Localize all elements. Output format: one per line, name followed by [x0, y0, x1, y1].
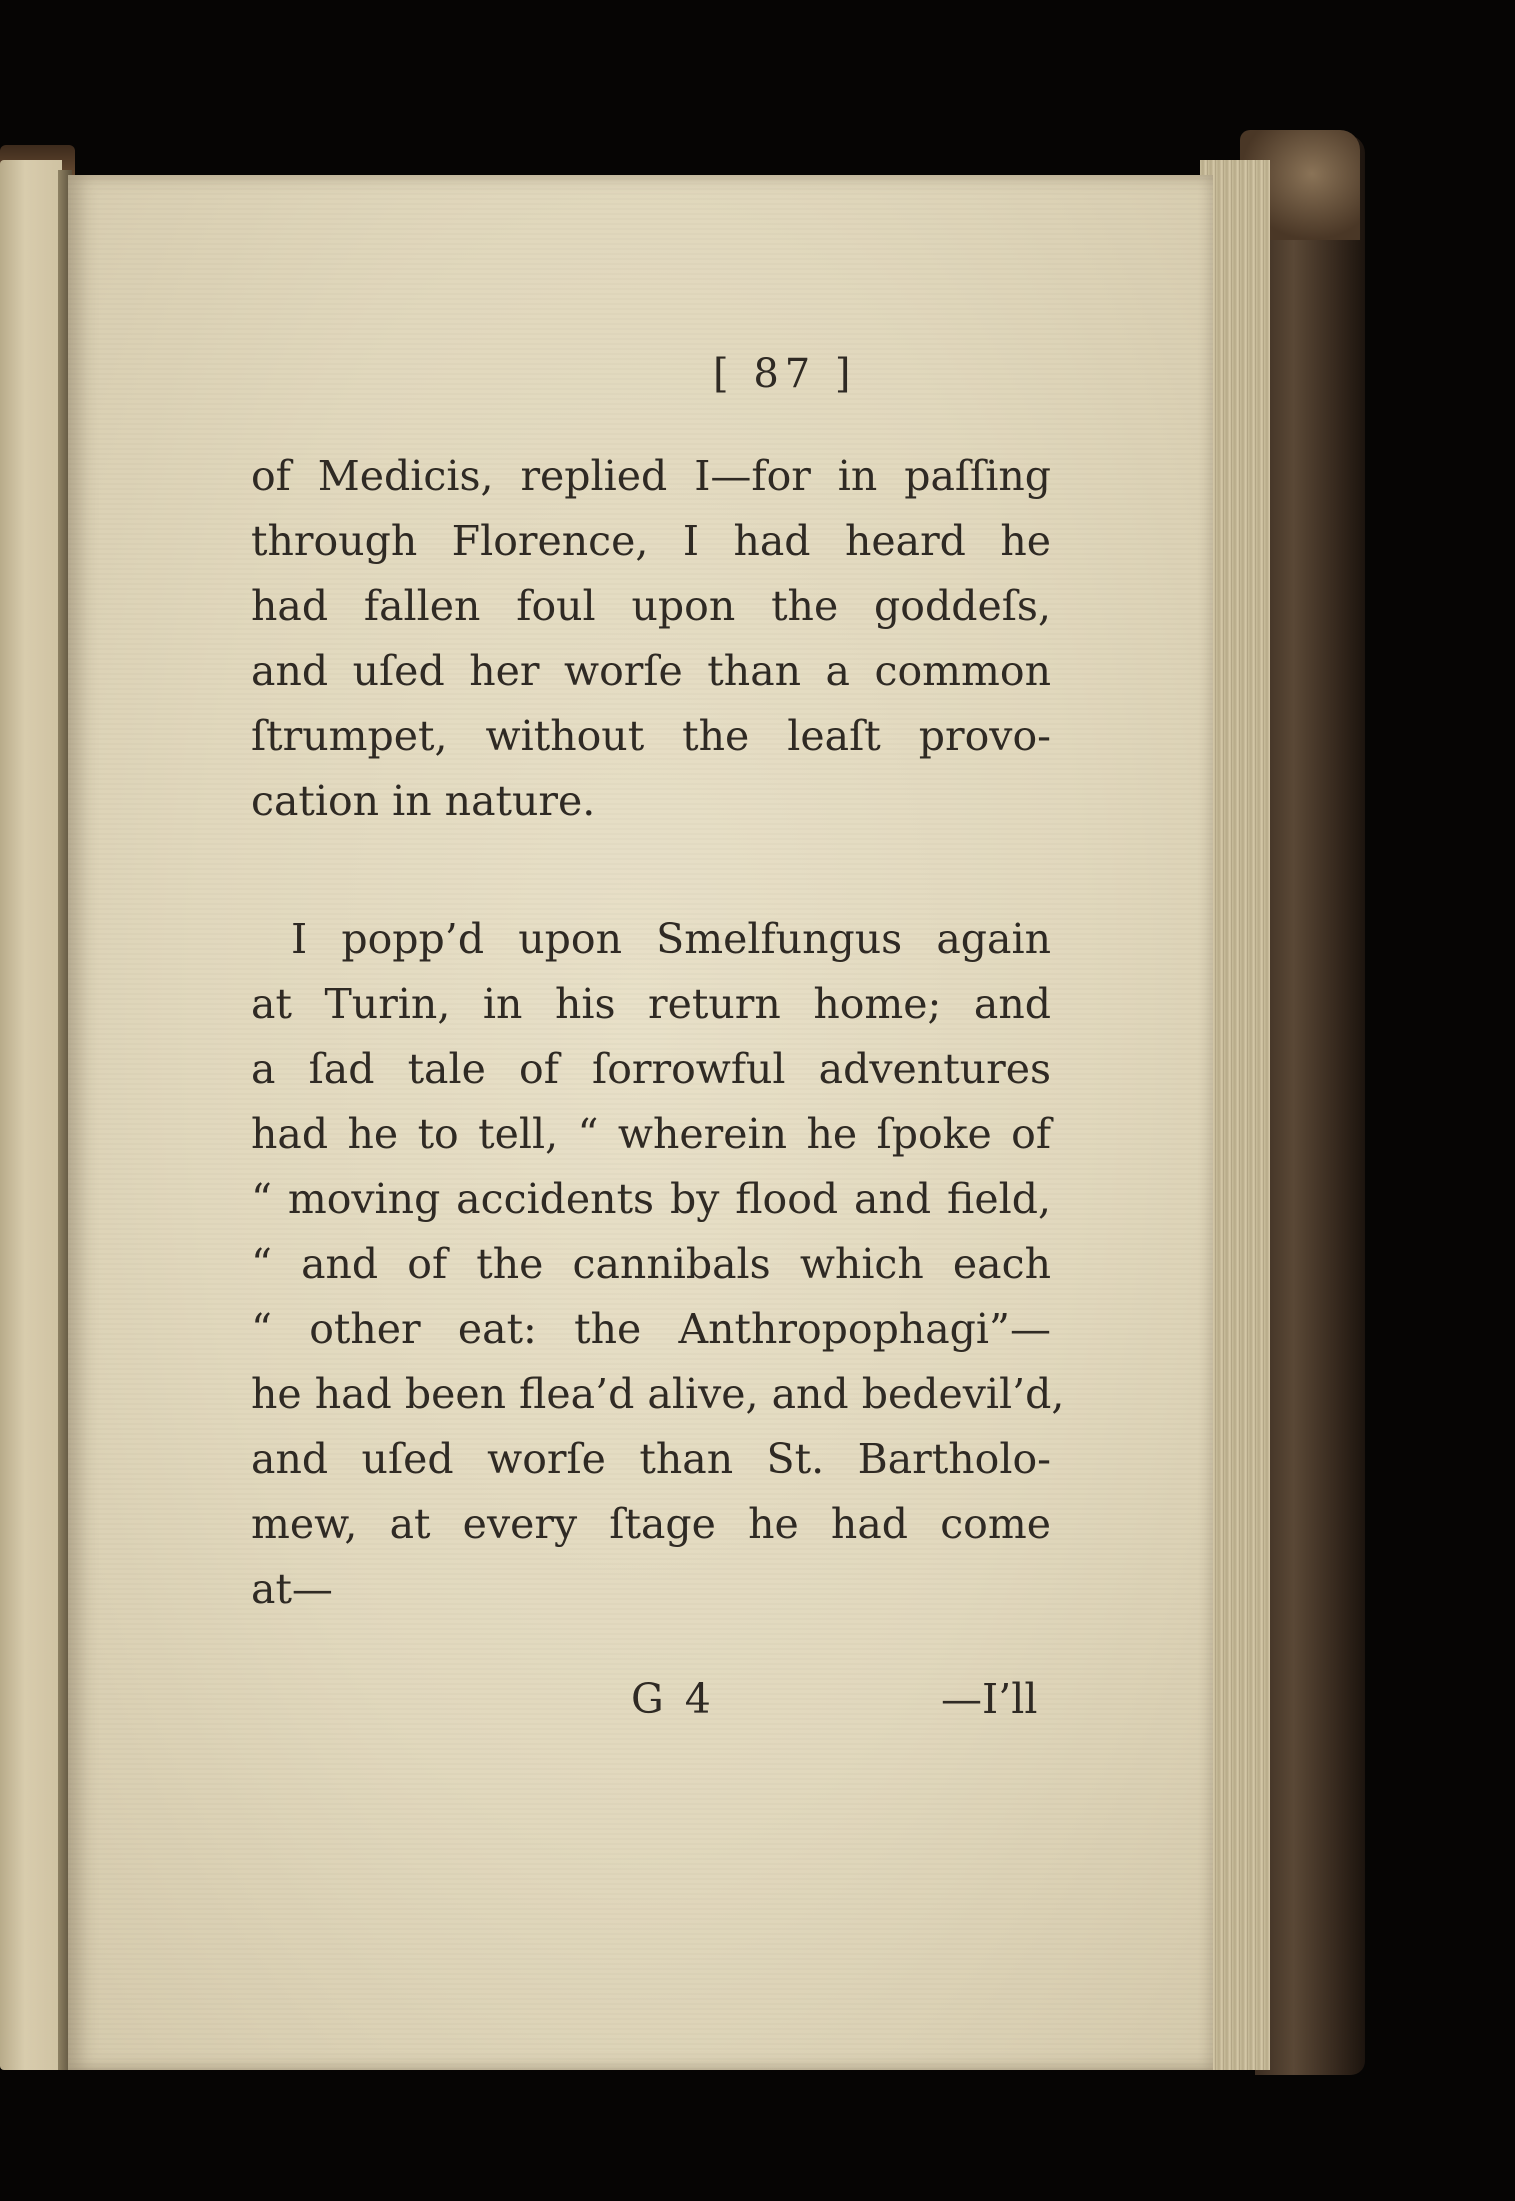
text-line: and uſed worſe than St. Bartholo- — [251, 1435, 1051, 1483]
text-line: and uſed her worſe than a common — [251, 647, 1051, 695]
text-line: of Medicis, replied I—for in paſſing — [251, 452, 1051, 500]
book-cover-edge — [1255, 135, 1365, 2075]
text-line: “ other eat: the Anthropophagi”— — [251, 1305, 1051, 1353]
text-line: cation in nature. — [251, 777, 596, 825]
text-line: at Turin, in his return home; and — [251, 980, 1051, 1028]
text-line: had fallen foul upon the goddeſs, — [251, 582, 1051, 630]
text-line: through Florence, I had heard he — [251, 517, 1051, 565]
text-line: “ moving accidents by flood and field, — [251, 1175, 1051, 1223]
text-line: at— — [251, 1565, 333, 1613]
catchword: —I’ll — [941, 1675, 1038, 1723]
text-line: he had been flea’d alive, and bedevil’d, — [251, 1370, 1065, 1418]
text-line: mew, at every ſtage he had come — [251, 1500, 1051, 1548]
text-line: had he to tell, “ wherein he ſpoke of — [251, 1110, 1051, 1158]
text-line: a ſad tale of ſorrowful adventures — [251, 1045, 1051, 1093]
left-page-edge — [0, 160, 62, 2070]
text-line: I popp’d upon Smelfungus again — [291, 915, 1051, 963]
page-number: [ 87 ] — [713, 351, 857, 397]
text-line: “ and of the cannibals which each — [251, 1240, 1051, 1288]
signature-mark: G 4 — [631, 1675, 715, 1723]
recto-page — [68, 175, 1213, 2070]
text-line: ſtrumpet, without the leaſt provo- — [251, 712, 1051, 760]
